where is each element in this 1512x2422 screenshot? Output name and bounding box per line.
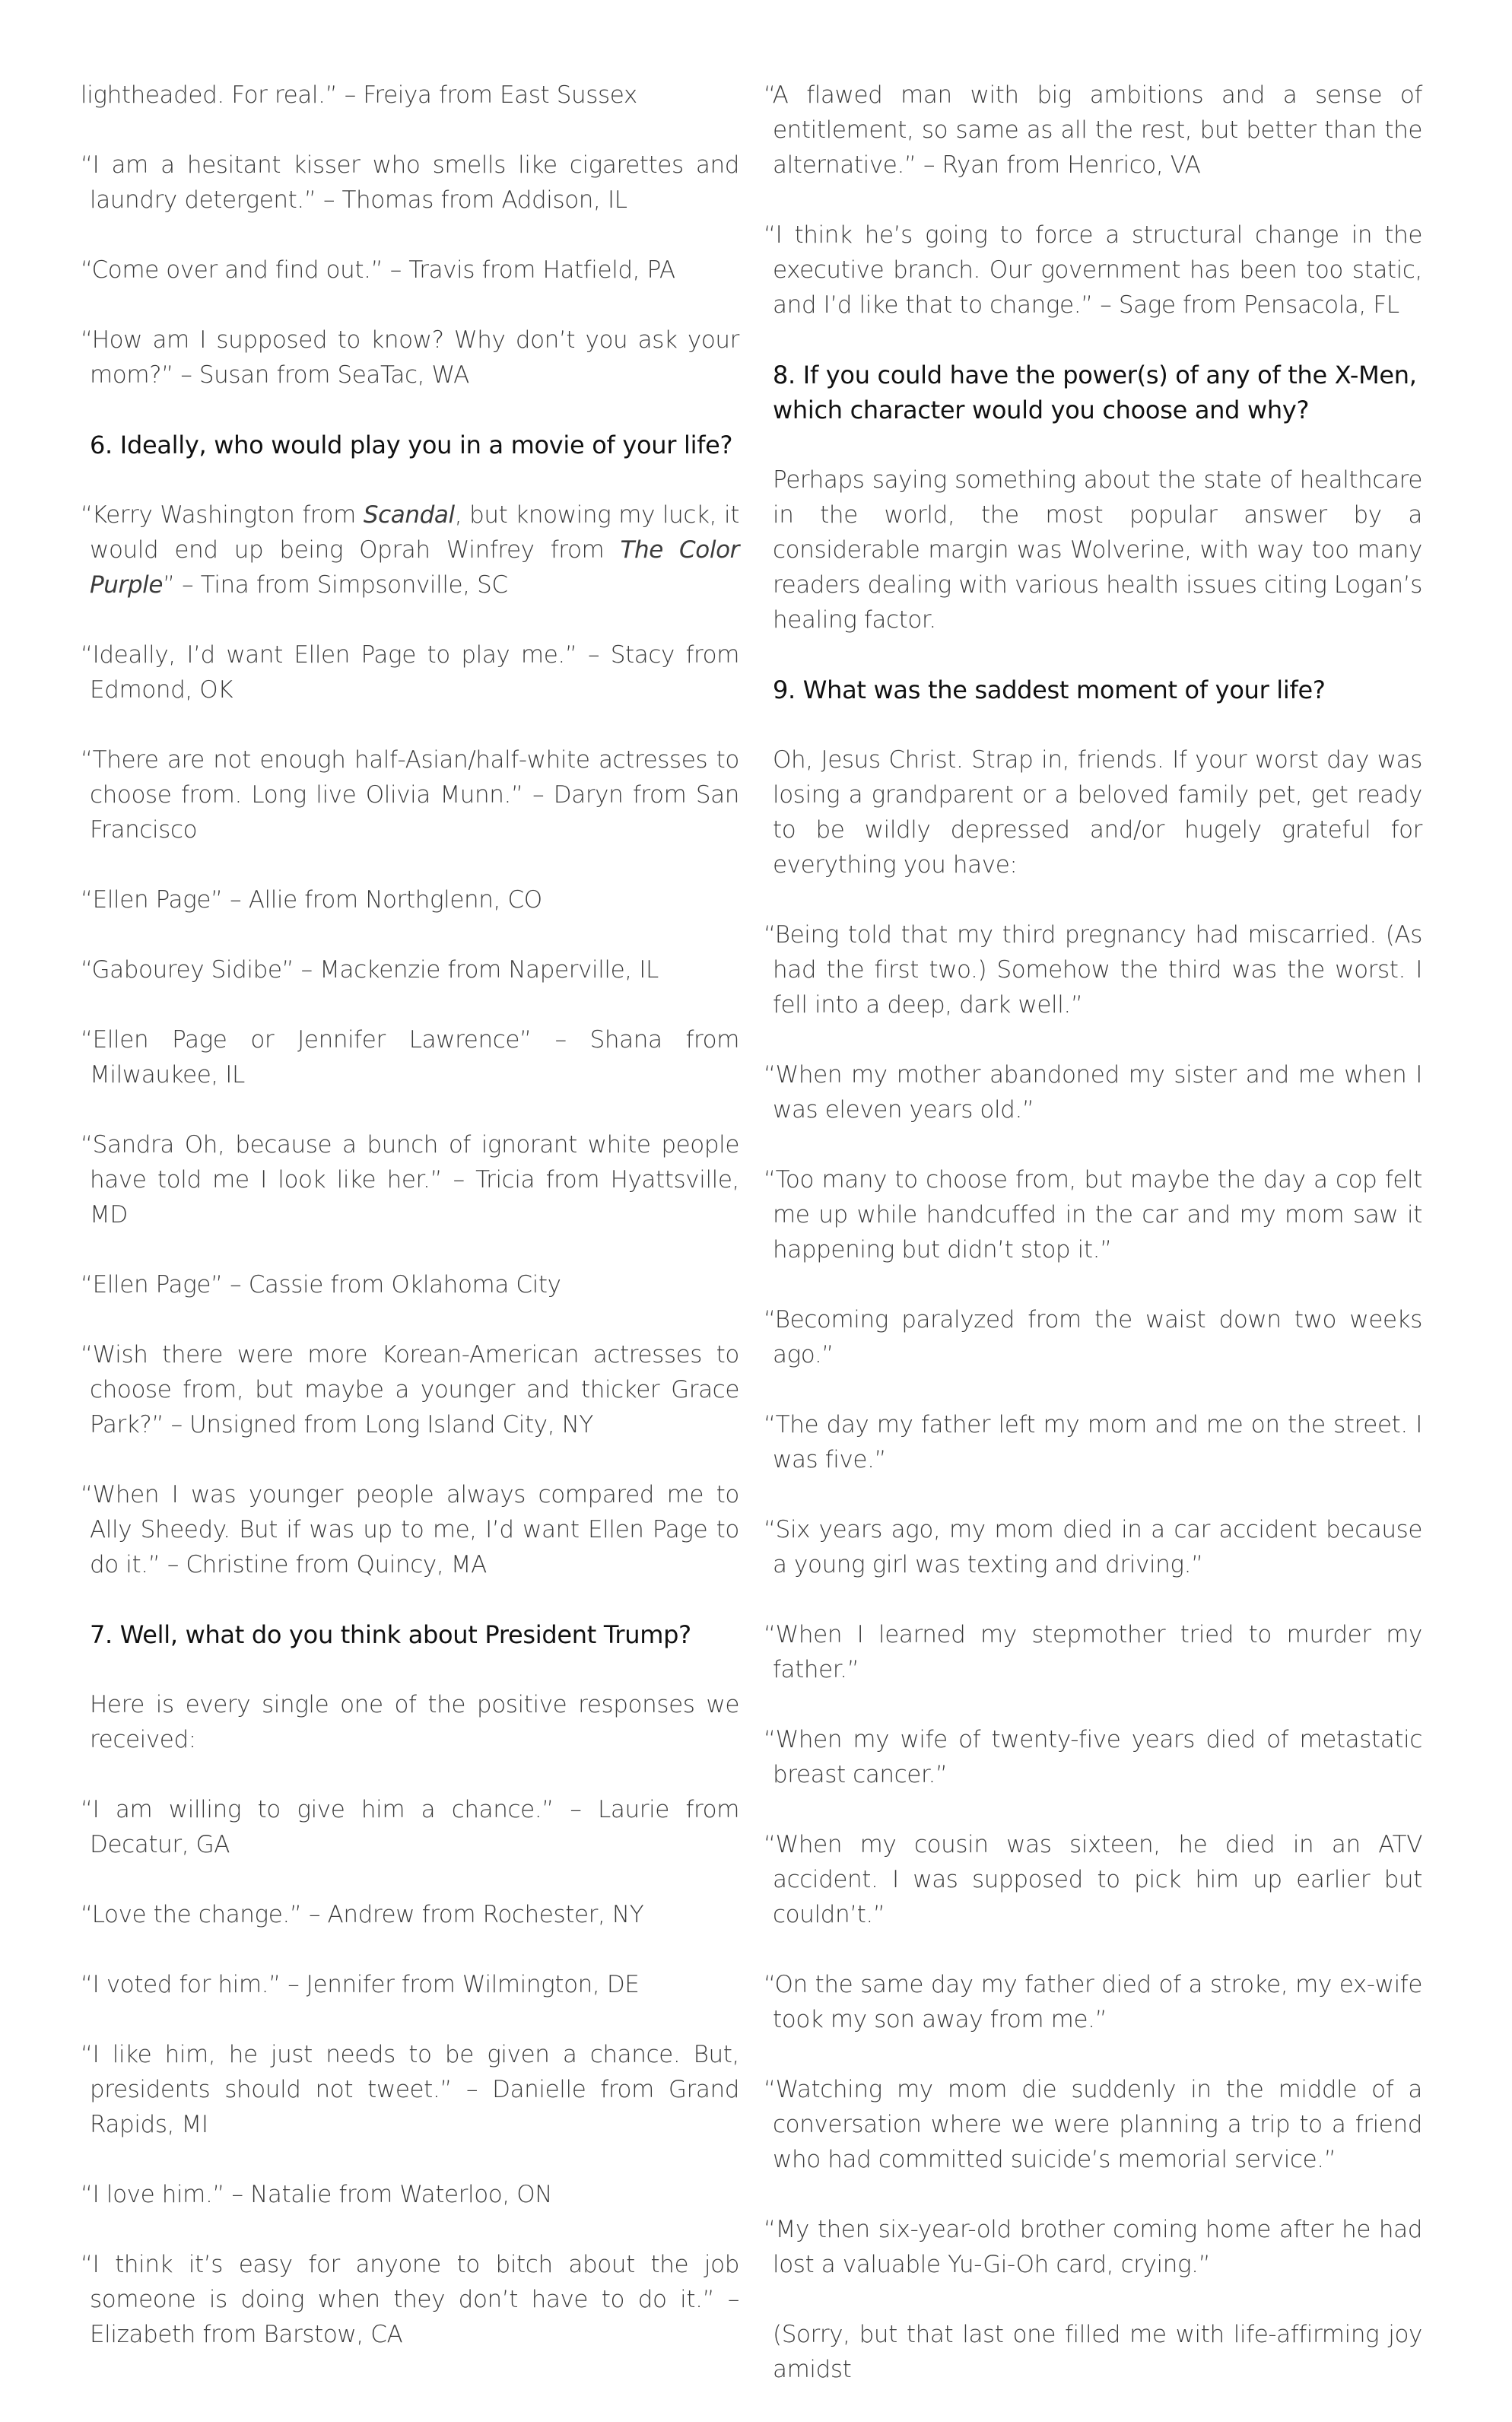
quote-fragment: , but knowing my luck, it would end up being Oprah Winfrey from bbox=[90, 501, 739, 564]
body-paragraph: (Sorry, but that last one filled me with life-affirming joy amidst bbox=[773, 2321, 1422, 2383]
reader-quote: “Gabourey Sidibe” – Mackenzie from Naperville, IL bbox=[81, 956, 659, 984]
reader-quote: “I love him.” – Natalie from Waterloo, ON bbox=[81, 2181, 553, 2208]
reader-quote: “I think he’s going to force a structural change in the executive branch. Our government has been too static, and I’d like that to change.” – Sage from Pensacola, FL bbox=[764, 221, 1422, 319]
reader-quote: “A flawed man with big ambitions and a sense of entitlement, so same as all the rest, but better than the alternative.” – Ryan from Henrico, VA bbox=[764, 81, 1422, 179]
reader-quote: “Watching my mom die suddenly in the middle of a conversation where we were planning a trip to a friend who had committed suicide’s memorial service.” bbox=[764, 2076, 1422, 2173]
reader-quote: “When I was younger people always compared me to Ally Sheedy. But if was up to me, I’d want Ellen Page to do it.” – Christine from Quincy, MA bbox=[81, 1481, 739, 1578]
reader-quote: “When my mother abandoned my sister and me when I was eleven years old.” bbox=[764, 1061, 1422, 1124]
reader-quote: “Being told that my third pregnancy had miscarried. (As had the first two.) Somehow the third was the worst. I fell into a deep, dark well.” bbox=[764, 921, 1422, 1019]
right-column bbox=[764, 78, 1422, 2422]
section-heading: 9. What was the saddest moment of your life? bbox=[773, 675, 1326, 704]
section-heading: 8. If you could have the power(s) of any of the X-Men, which character would you choose and why? bbox=[773, 361, 1417, 424]
reader-quote: “I am a hesitant kisser who smells like cigarettes and laundry detergent.” – Thomas from Addison, IL bbox=[81, 151, 739, 214]
body-paragraph: Perhaps saying something about the state of healthcare in the world, the most popular answer by a considerable margin was Wolverine, with way too many readers dealing with various health issues citing Logan’s healing factor. bbox=[773, 466, 1422, 634]
reader-quote: “The day my father left my mom and me on the street. I was five.” bbox=[764, 1411, 1422, 1473]
title-italic: Scandal bbox=[363, 501, 455, 529]
left-column bbox=[81, 78, 739, 2387]
reader-quote: “On the same day my father died of a stroke, my ex-wife took my son away from me.” bbox=[764, 1971, 1422, 2033]
reader-quote: “Ellen Page or Jennifer Lawrence” – Shana from Milwaukee, IL bbox=[81, 1026, 739, 1089]
reader-quote: “When my wife of twenty-five years died of metastatic breast cancer.” bbox=[764, 1726, 1422, 1788]
reader-quote: “Ellen Page” – Cassie from Oklahoma City bbox=[81, 1271, 561, 1298]
reader-quote: “My then six-year-old brother coming home after he had lost a valuable Yu-Gi-Oh card, crying.” bbox=[764, 2216, 1422, 2278]
reader-quote: “Ellen Page” – Allie from Northglenn, CO bbox=[81, 886, 542, 914]
reader-quote bbox=[81, 497, 739, 602]
reader-quote: “Too many to choose from, but maybe the day a cop felt me up while handcuffed in the car and my mom saw it happening but didn’t stop it.” bbox=[764, 1166, 1422, 1263]
reader-quote: “I voted for him.” – Jennifer from Wilmington, DE bbox=[81, 1971, 640, 1998]
quote-fragment: ” – Tina from Simpsonville, SC bbox=[163, 571, 508, 599]
reader-quote: “When I learned my stepmother tried to murder my father.” bbox=[764, 1621, 1422, 1683]
reader-quote: “Six years ago, my mom died in a car accident because a young girl was texting and driving.” bbox=[764, 1516, 1422, 1578]
reader-quote: lightheaded. For real.” – Freiya from East Sussex bbox=[81, 81, 637, 109]
reader-quote: “I am willing to give him a chance.” – Laurie from Decatur, GA bbox=[81, 1796, 739, 1858]
body-paragraph: Here is every single one of the positive responses we received: bbox=[90, 1691, 739, 1753]
reader-quote: “Come over and find out.” – Travis from Hatfield, PA bbox=[81, 256, 675, 284]
reader-quote: “Becoming paralyzed from the waist down two weeks ago.” bbox=[764, 1306, 1422, 1368]
reader-quote: “I like him, he just needs to be given a chance. But, presidents should not tweet.” – Danielle from Grand Rapids, MI bbox=[81, 2041, 739, 2138]
body-paragraph: Oh, Jesus Christ. Strap in, friends. If your worst day was losing a grandparent or a beloved family pet, get ready to be wildly depressed and/or hugely grateful for everything you have: bbox=[773, 746, 1422, 879]
reader-quote: “Wish there were more Korean-American actresses to choose from, but maybe a younger and thicker Grace Park?” – Unsigned from Long Island City, NY bbox=[81, 1341, 739, 1438]
reader-quote: “There are not enough half-Asian/half-white actresses to choose from. Long live Olivia Munn.” – Daryn from San Francisco bbox=[81, 746, 739, 844]
reader-quote: “I think it’s easy for anyone to bitch about the job someone is doing when they don’t have to do it.” – Elizabeth from Barstow, CA bbox=[81, 2251, 739, 2348]
section-heading: 7. Well, what do you think about President Trump? bbox=[90, 1620, 691, 1649]
reader-quote: “When my cousin was sixteen, he died in an ATV accident. I was supposed to pick him up earlier but couldn’t.” bbox=[764, 1831, 1422, 1928]
reader-quote: “Love the change.” – Andrew from Rochester, NY bbox=[81, 1901, 644, 1928]
title-italic: The Color Purple bbox=[90, 536, 739, 599]
quote-fragment: “Kerry Washington from bbox=[81, 501, 364, 529]
reader-quote: “Ideally, I’d want Ellen Page to play me.” – Stacy from Edmond, OK bbox=[81, 641, 739, 704]
reader-quote: “Sandra Oh, because a bunch of ignorant white people have told me I look like her.” – Tricia from Hyattsville, MD bbox=[81, 1131, 739, 1228]
reader-quote: “How am I supposed to know? Why don’t you ask your mom?” – Susan from SeaTac, WA bbox=[81, 326, 739, 389]
section-heading: 6. Ideally, who would play you in a movie of your life? bbox=[90, 431, 733, 459]
